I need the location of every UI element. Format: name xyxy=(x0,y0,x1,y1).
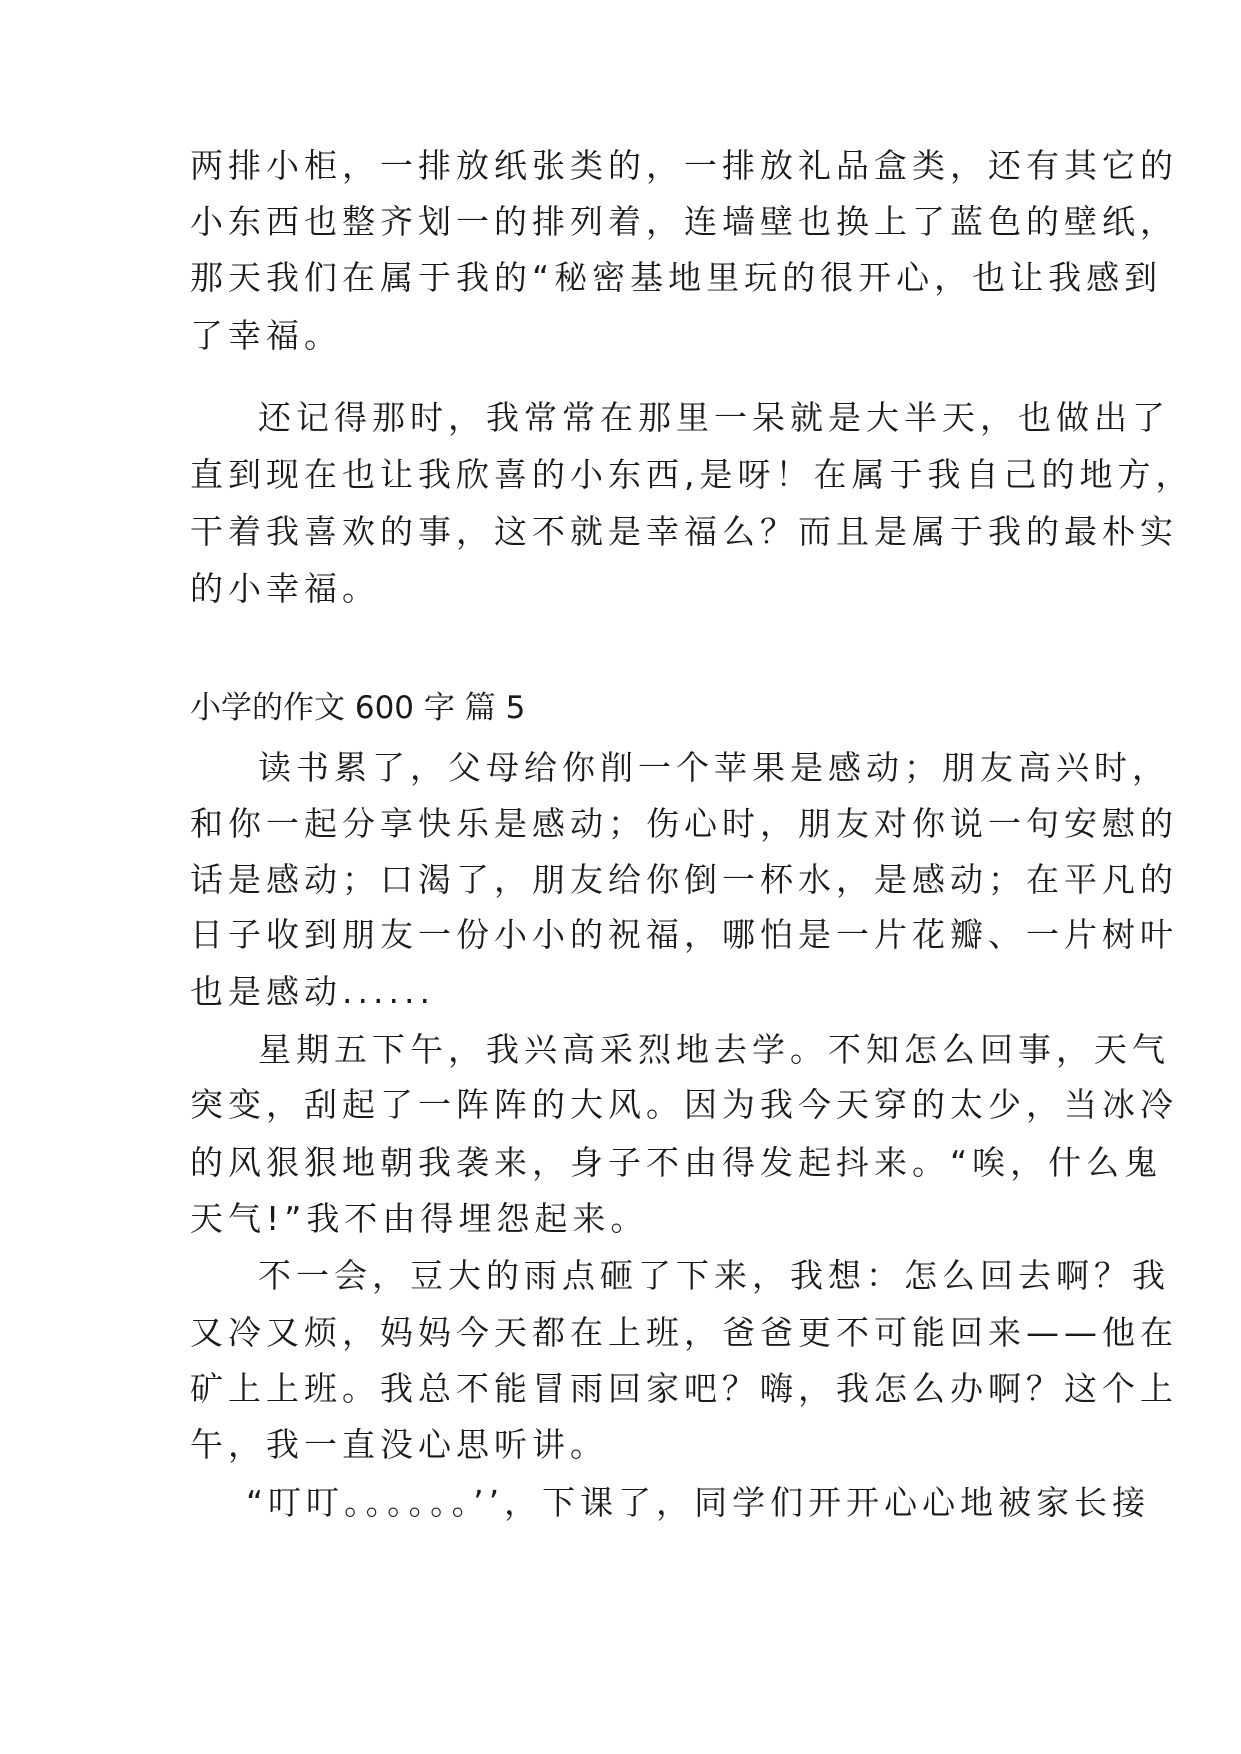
text-line: 话是感动；口渴了，朋友给你倒一杯水，是感动；在平凡的 xyxy=(190,860,1178,899)
paragraph-first-line: 还记得那时，我常常在那里一呆就是大半天，也做出了 xyxy=(258,398,1170,437)
text-line: 突变，刮起了一阵阵的大风。因为我今天穿的太少，当冰冷 xyxy=(190,1085,1178,1124)
text-line: 了幸福。 xyxy=(190,316,342,355)
text-line: 又冷又烦，妈妈今天都在上班，爸爸更不可能回来——他在 xyxy=(190,1313,1178,1352)
text-line: 的小幸福。 xyxy=(190,569,380,608)
paragraph-first-line: 不一会，豆大的雨点砸了下来，我想：怎么回去啊？我 xyxy=(258,1256,1170,1295)
text-line: 小东西也整齐划一的排列着，连墙壁也换上了蓝色的壁纸， xyxy=(190,202,1178,241)
section-heading: 小学的作文 600 字 篇 5 xyxy=(190,690,526,726)
text-line: 和你一起分享快乐是感动；伤心时，朋友对你说一句安慰的 xyxy=(190,804,1178,843)
text-line: 矿上上班。我总不能冒雨回家吧？嗨，我怎么办啊？这个上 xyxy=(190,1369,1178,1408)
text-line: 日子收到朋友一份小小的祝福，哪怕是一片花瓣、一片树叶 xyxy=(190,915,1178,954)
text-line: 直到现在也让我欣喜的小东西,是呀！在属于我自己的地方， xyxy=(190,455,1194,494)
paragraph-first-line: “叮叮。。。。。。’’，下课了，同学们开开心心地被家长接 xyxy=(246,1483,1151,1522)
paragraph-first-line: 读书累了，父母给你削一个苹果是感动；朋友高兴时， xyxy=(258,748,1170,787)
text-line: 午，我一直没心思听讲。 xyxy=(190,1425,608,1464)
paragraph-first-line: 星期五下午，我兴高采烈地去学。不知怎么回事，天气 xyxy=(258,1030,1170,1069)
text-line: 两排小柜，一排放纸张类的，一排放礼品盒类，还有其它的 xyxy=(190,146,1178,185)
text-line: 的风狠狠地朝我袭来，身子不由得发起抖来。“唉，什么鬼 xyxy=(190,1143,1163,1182)
text-line: 那天我们在属于我的“秘密基地里玩的很开心，也让我感到 xyxy=(190,258,1163,297)
text-line: 干着我喜欢的事，这不就是幸福么？而且是属于我的最朴实 xyxy=(190,512,1178,551)
text-line: 天气!”我不由得埋怨起来。 xyxy=(190,1199,649,1238)
text-line: 也是感动...... xyxy=(190,972,435,1011)
